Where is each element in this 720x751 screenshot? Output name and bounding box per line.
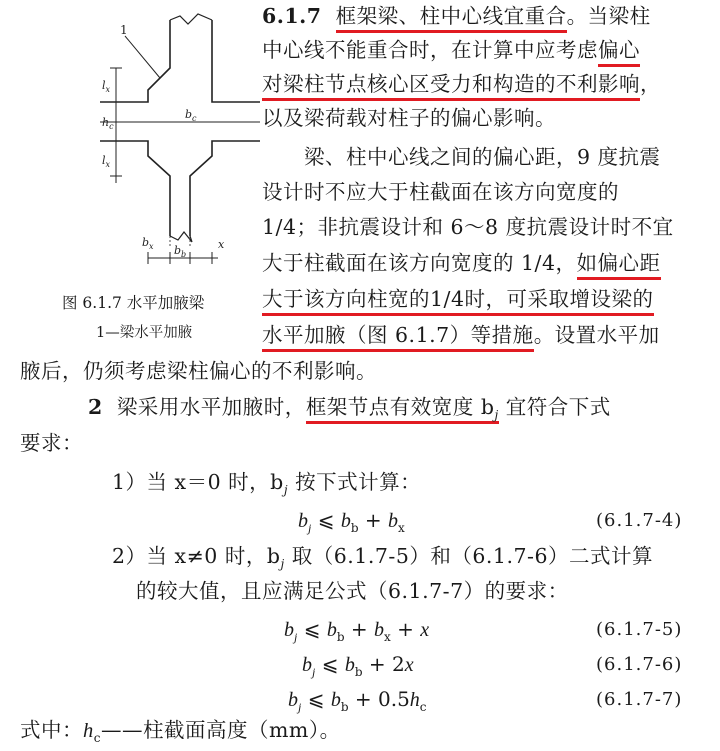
svg-text:bc bbox=[185, 108, 197, 123]
text-l6: 设计时不应大于柱截面在该方向宽度的 bbox=[262, 180, 619, 204]
svg-text:lx bbox=[102, 79, 111, 94]
dim-lx-top-sub: x bbox=[105, 85, 111, 94]
dim-hc-sub: c bbox=[109, 122, 114, 131]
case-2-rest: 取（6.1.7-5）和（6.1.7-6）二式计算 bbox=[284, 544, 653, 568]
svg-text:bb bbox=[174, 244, 186, 259]
text-l8: 大于柱截面在该方向宽度的 1/4， bbox=[262, 251, 577, 275]
text-l3: ， bbox=[640, 72, 661, 96]
where-symbol-sub: c bbox=[93, 731, 101, 746]
dim-lx-bot-sub: x bbox=[105, 160, 111, 169]
dim-lx-top: l bbox=[102, 79, 106, 92]
dim-lx-bot: l bbox=[102, 154, 106, 167]
svg-text:bx bbox=[142, 236, 154, 251]
case-1-rest: 按下式计算： bbox=[288, 470, 422, 494]
svg-text:hc bbox=[102, 116, 114, 131]
text-l2: 中心线不能重合时，在计算中应考虑 bbox=[262, 38, 598, 62]
leader-label-1: 1 bbox=[120, 23, 128, 37]
text-l2-ul: 偏心 bbox=[598, 38, 640, 67]
eqno-6: (6.1.7-6) bbox=[596, 654, 683, 675]
label-x: x bbox=[218, 238, 225, 251]
section-text bbox=[262, 6, 717, 376]
svg-text:lx bbox=[102, 154, 111, 169]
text-l8-ul: 如偏心距 bbox=[577, 251, 661, 280]
case-2-line2: 的较大值，且应满足公式（6.1.7-7）的要求： bbox=[136, 579, 569, 603]
where-symbol: h bbox=[83, 720, 94, 742]
eqno-5: (6.1.7-5) bbox=[596, 619, 683, 640]
item-2-rest: 宜符合下式 bbox=[498, 395, 611, 419]
label-bb: b bbox=[174, 244, 182, 257]
label-bc-sub: c bbox=[192, 114, 197, 123]
formula-5: $b_j$ ⩽ $b_b + b_x + x$ bbox=[284, 617, 430, 644]
formula-7: $b_j$ ⩽ $b_b + 0.5h_c$ bbox=[288, 687, 427, 714]
text-l1: 。当梁柱 bbox=[566, 4, 651, 28]
text-l11: 腋后，仍须考虑梁柱偏心的不利影响。 bbox=[20, 359, 377, 383]
case-2-label: 2）当 x≠0 时，b bbox=[112, 544, 281, 568]
item-2-line2: 要求： bbox=[20, 431, 83, 455]
eqno-7: (6.1.7-7) bbox=[596, 689, 683, 710]
item-2-ul-sub: j bbox=[494, 408, 499, 423]
text-l4: 以及梁荷载对柱子的偏心影响。 bbox=[262, 106, 556, 130]
label-bx-sub: x bbox=[149, 242, 154, 251]
label-bc: b bbox=[185, 108, 193, 121]
formula-6: $b_j$ ⩽ $b_b + 2x$ bbox=[302, 652, 414, 679]
haunched-beam-figure bbox=[70, 8, 260, 278]
text-l5: 梁、柱中心线之间的偏心距，9 度抗震 bbox=[304, 145, 661, 169]
text-l7: 1/4；非抗震设计和 6～8 度抗震设计时不宜 bbox=[262, 215, 674, 239]
text-l9-ul: 大于该方向柱宽的1/4时，可采取增设梁的 bbox=[262, 287, 654, 316]
case-1-label: 1）当 x＝0 时，b bbox=[112, 470, 284, 494]
item-2-number: 2 bbox=[88, 395, 103, 419]
text-l3-ul: 对梁柱节点核心区受力和构造的不利影响 bbox=[262, 72, 640, 101]
where-desc: ——柱截面高度（mm）。 bbox=[100, 718, 341, 742]
label-bx: b bbox=[142, 236, 150, 249]
case-2-label-sub: j bbox=[280, 557, 285, 572]
formula-4: $b_j$ ⩽ $b_b + b_x$ bbox=[298, 508, 405, 535]
label-bb-sub: b bbox=[181, 250, 187, 259]
item-2-ul: 框架节点有效宽度 b bbox=[305, 395, 495, 419]
eqno-4: (6.1.7-4) bbox=[596, 510, 683, 531]
dim-hc: h bbox=[102, 116, 110, 129]
text-l10-ul: 水平加腋（图 6.1.7）等措施 bbox=[262, 323, 534, 352]
text-l10: 。设置水平加 bbox=[533, 323, 660, 347]
item-2-text: 梁采用水平加腋时， bbox=[116, 395, 306, 419]
section-title: 框架梁、柱中心线宜重合 bbox=[336, 4, 567, 33]
section-number: 6.1.7 bbox=[262, 4, 322, 28]
figure-caption-1: 图 6.1.7 水平加腋梁 bbox=[62, 294, 205, 312]
where-label: 式中： bbox=[20, 718, 83, 742]
figure-caption-2: 1—梁水平加腋 bbox=[96, 325, 193, 341]
case-1-label-sub: j bbox=[283, 483, 289, 498]
